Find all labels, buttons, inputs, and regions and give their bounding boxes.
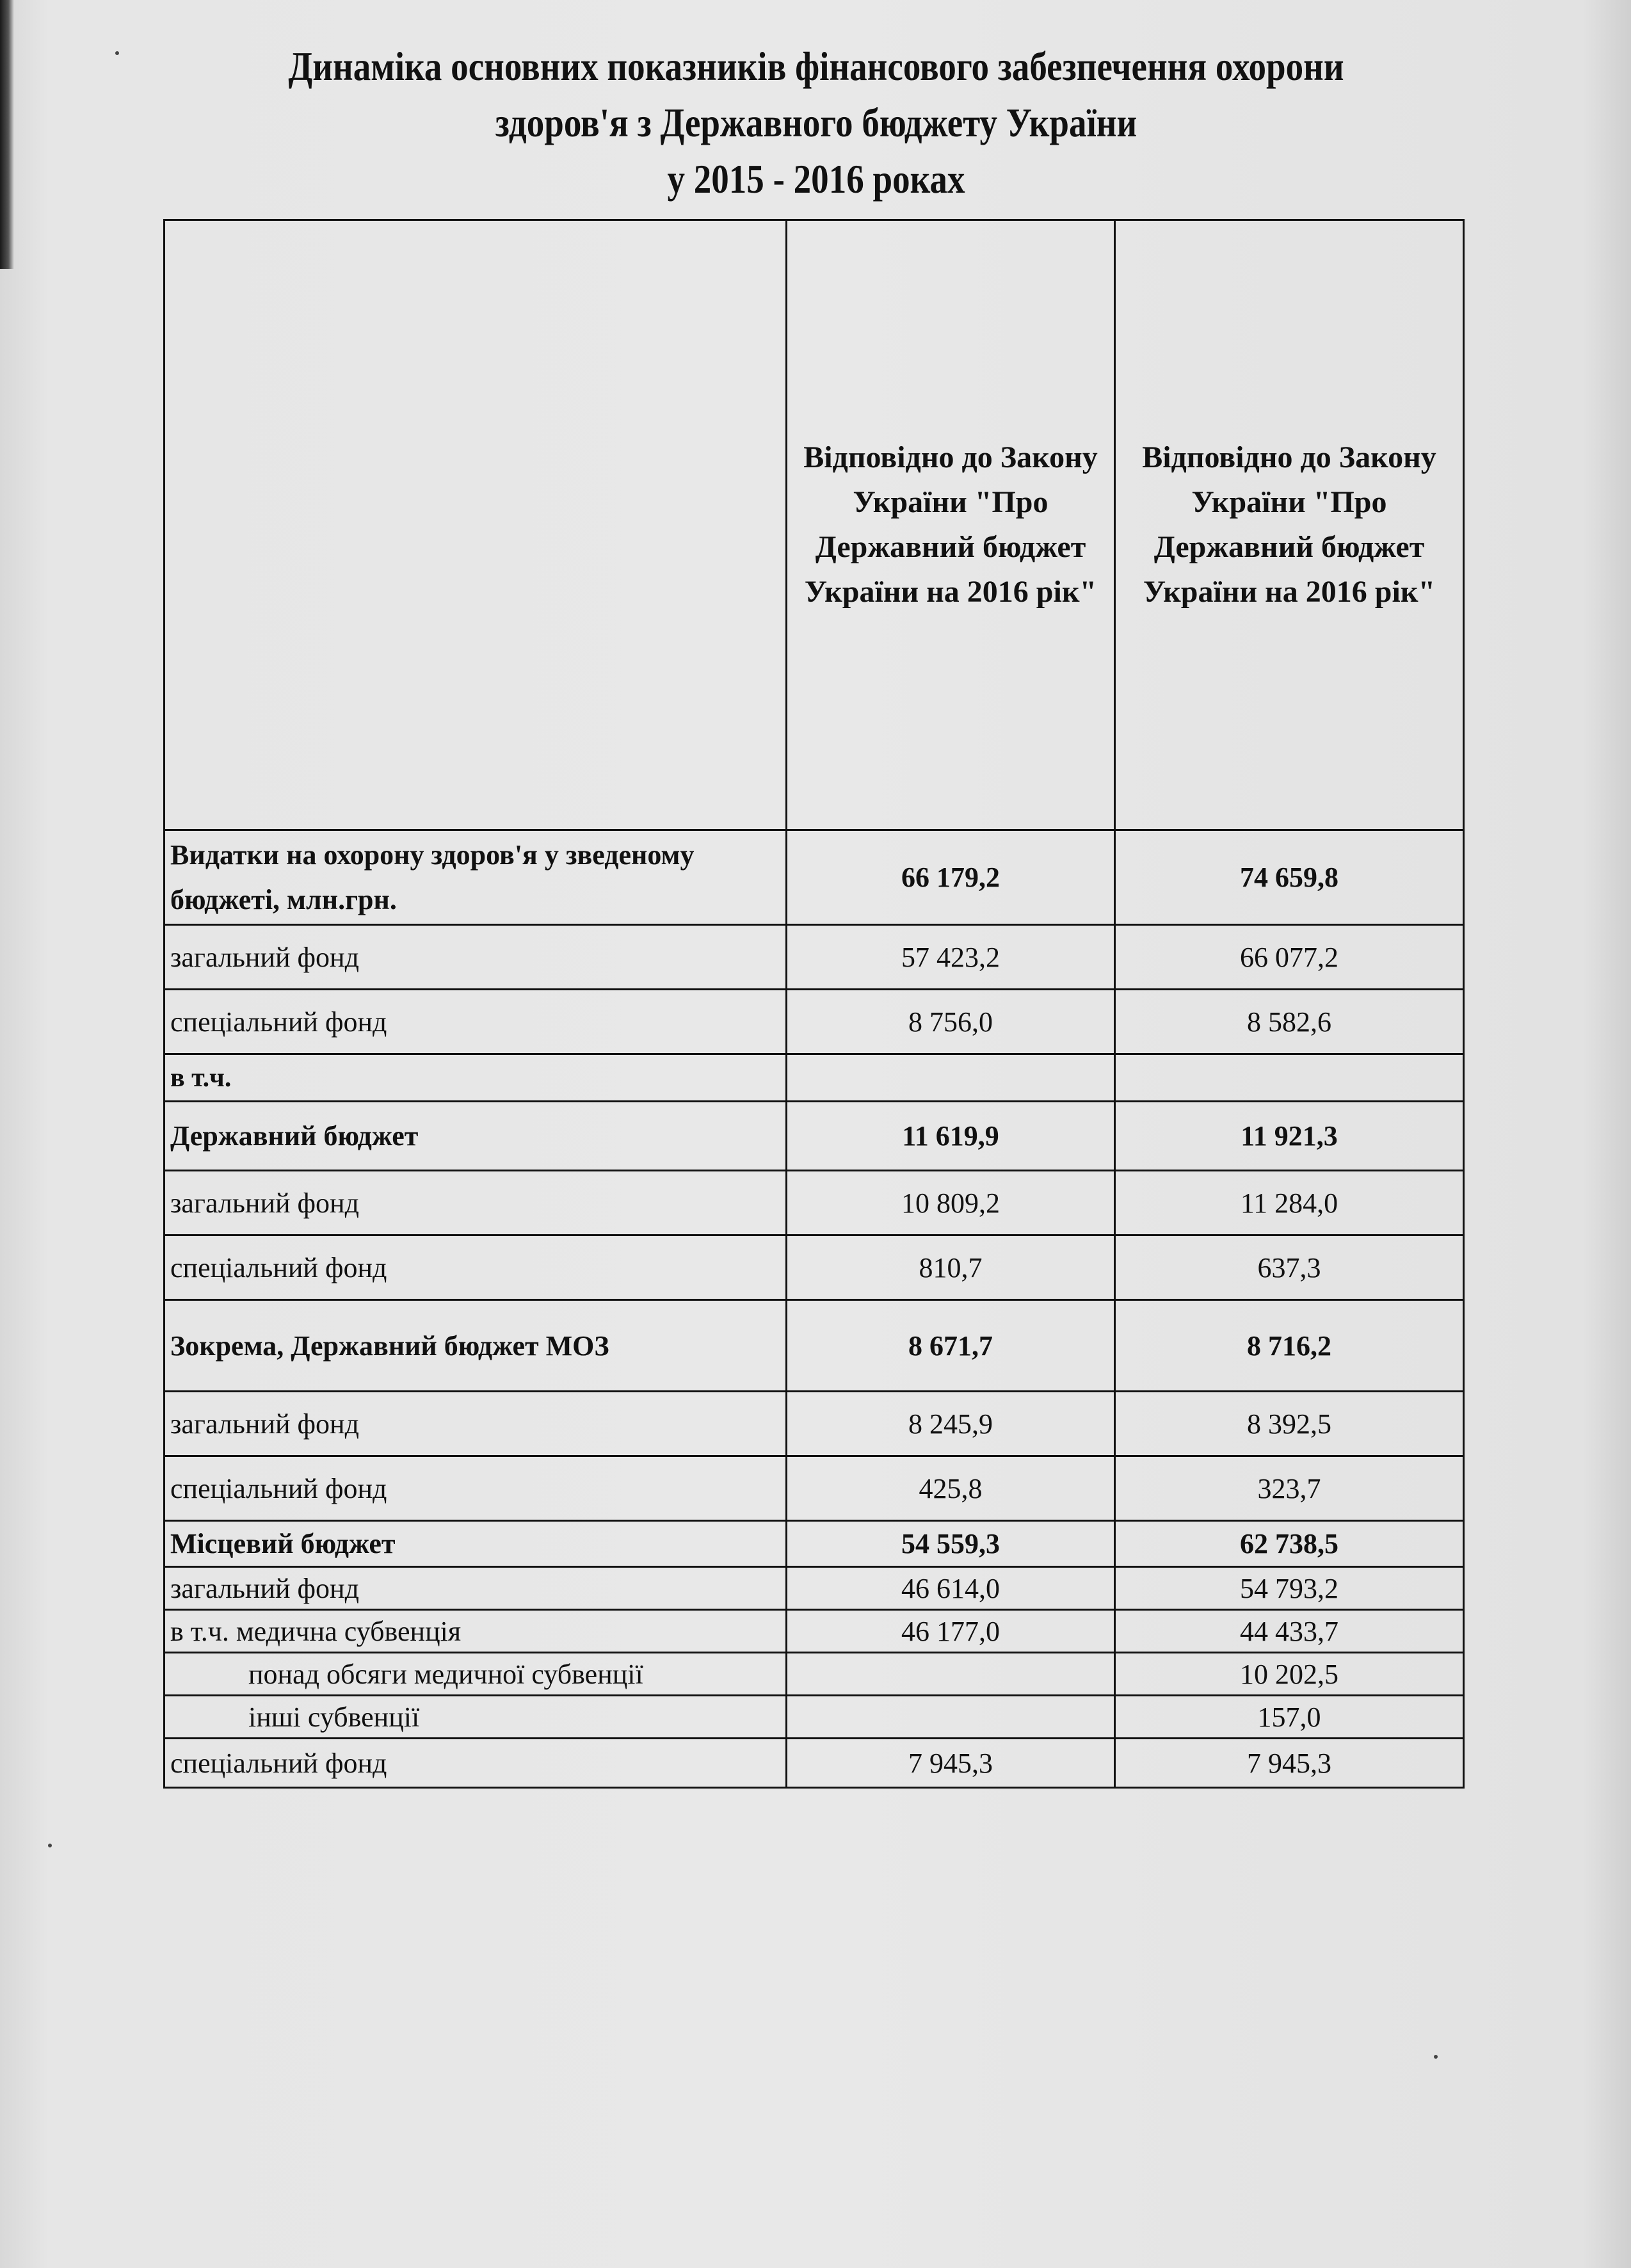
row-label: загальний фонд [165, 925, 787, 990]
row-label: спеціальний фонд [165, 1739, 787, 1788]
row-value-1: 11 619,9 [787, 1102, 1115, 1171]
row-label: загальний фонд [165, 1392, 787, 1456]
scan-speck [1434, 2055, 1438, 2059]
header-cell-col2: Відповідно до Закону України "Про Державний бюджет України на 2016 рік" [787, 220, 1115, 830]
document-title [225, 38, 1408, 207]
table-row [165, 1235, 1464, 1300]
row-value-2: 323,7 [1115, 1456, 1464, 1521]
title-line-3: у 2015 - 2016 роках [667, 156, 965, 202]
row-label: інші субвенції [165, 1696, 787, 1739]
table-row [165, 1567, 1464, 1610]
table-row [165, 1392, 1464, 1456]
table-row [165, 1300, 1464, 1392]
row-value-2: 8 716,2 [1115, 1300, 1464, 1392]
table-row [165, 1054, 1464, 1102]
row-value-1: 57 423,2 [787, 925, 1115, 990]
row-value-1: 425,8 [787, 1456, 1115, 1521]
table-row [165, 1171, 1464, 1235]
row-label: спеціальний фонд [165, 990, 787, 1054]
title-line-1: Динаміка основних показників фінансового забезпечення охорони [288, 44, 1344, 89]
row-value-2: 10 202,5 [1115, 1653, 1464, 1696]
table-row [165, 1696, 1464, 1739]
table-row [165, 1521, 1464, 1567]
row-value-2: 8 582,6 [1115, 990, 1464, 1054]
table-row [165, 990, 1464, 1054]
row-value-2: 54 793,2 [1115, 1567, 1464, 1610]
row-label: загальний фонд [165, 1171, 787, 1235]
row-value-1 [787, 1054, 1115, 1102]
row-value-2: 11 921,3 [1115, 1102, 1464, 1171]
row-value-2: 66 077,2 [1115, 925, 1464, 990]
row-label: Місцевий бюджет [165, 1521, 787, 1567]
table-row [165, 1739, 1464, 1788]
row-value-1: 10 809,2 [787, 1171, 1115, 1235]
row-label: спеціальний фонд [165, 1235, 787, 1300]
table-row [165, 1610, 1464, 1653]
table-row [165, 1102, 1464, 1171]
scan-edge-shadow [0, 0, 14, 269]
row-value-1: 66 179,2 [787, 830, 1115, 925]
row-label: в т.ч. [165, 1054, 787, 1102]
row-value-1: 810,7 [787, 1235, 1115, 1300]
budget-table [163, 219, 1465, 1789]
table-header-row [165, 220, 1464, 830]
row-value-1: 8 245,9 [787, 1392, 1115, 1456]
row-value-1 [787, 1696, 1115, 1739]
row-value-2: 8 392,5 [1115, 1392, 1464, 1456]
row-value-1: 8 756,0 [787, 990, 1115, 1054]
header-cell-empty [165, 220, 787, 830]
row-label: Державний бюджет [165, 1102, 787, 1171]
scan-speck [115, 51, 119, 55]
row-value-1: 54 559,3 [787, 1521, 1115, 1567]
row-value-1: 46 177,0 [787, 1610, 1115, 1653]
row-value-2: 11 284,0 [1115, 1171, 1464, 1235]
row-value-2: 74 659,8 [1115, 830, 1464, 925]
row-label: загальний фонд [165, 1567, 787, 1610]
scan-speck [48, 1844, 52, 1847]
table-row [165, 1653, 1464, 1696]
row-value-1 [787, 1653, 1115, 1696]
row-label: понад обсяги медичної субвенції [165, 1653, 787, 1696]
row-value-1: 7 945,3 [787, 1739, 1115, 1788]
row-value-2: 62 738,5 [1115, 1521, 1464, 1567]
table-row [165, 925, 1464, 990]
title-line-2: здоров'я з Державного бюджету України [495, 100, 1137, 145]
row-label: спеціальний фонд [165, 1456, 787, 1521]
row-label: Видатки на охорону здоров'я у зведеному бюджеті, млн.грн. [165, 830, 787, 925]
row-value-2 [1115, 1054, 1464, 1102]
row-label: в т.ч. медична субвенція [165, 1610, 787, 1653]
row-value-1: 46 614,0 [787, 1567, 1115, 1610]
row-value-2: 637,3 [1115, 1235, 1464, 1300]
row-value-2: 7 945,3 [1115, 1739, 1464, 1788]
row-label: Зокрема, Державний бюджет МОЗ [165, 1300, 787, 1392]
table-row [165, 1456, 1464, 1521]
row-value-2: 157,0 [1115, 1696, 1464, 1739]
row-value-2: 44 433,7 [1115, 1610, 1464, 1653]
row-value-1: 8 671,7 [787, 1300, 1115, 1392]
header-cell-col3: Відповідно до Закону України "Про Державний бюджет України на 2016 рік" [1115, 220, 1464, 830]
table-row [165, 830, 1464, 925]
